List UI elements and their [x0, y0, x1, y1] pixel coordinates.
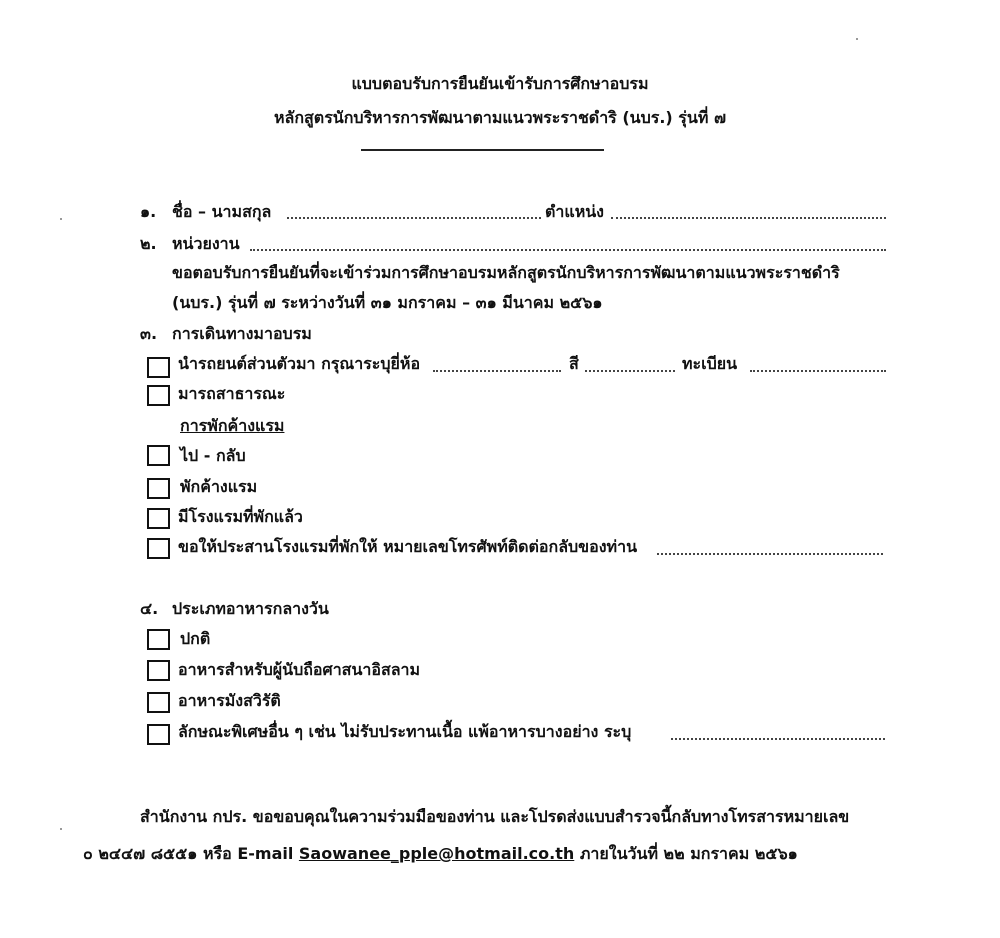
roundtrip-label: ไป - กลับ [180, 446, 246, 465]
footer-contact-line [83, 843, 798, 865]
travel-title: การเดินทางมาอบรม [172, 324, 312, 343]
position-label: ตำแหน่ง [545, 202, 604, 221]
lodging-title: การพักค้างแรม [180, 416, 285, 435]
title-divider [361, 149, 604, 151]
car-plate-label: ทะเบียน [682, 354, 738, 373]
position-field[interactable] [611, 217, 886, 219]
lunch-halal-checkbox[interactable] [147, 660, 170, 681]
lunch-vegetarian-checkbox[interactable] [147, 692, 170, 713]
scan-speck [856, 38, 858, 40]
overnight-label: พักค้างแรม [180, 477, 258, 496]
scan-speck [60, 828, 62, 830]
deadline-text: ภายในวันที่ ๒๒ มกราคม ๒๕๖๑ [579, 844, 798, 863]
lunch-special-label: ลักษณะพิเศษอื่น ๆ เช่น ไม่รับประทานเนื้อ แพ้อาหารบางอย่าง ระบุ [178, 722, 632, 741]
car-brand-field[interactable] [433, 370, 561, 372]
public-transport-checkbox[interactable] [147, 385, 170, 406]
course-title: หลักสูตรนักบริหารการพัฒนาตามแนวพระราชดำริ (นบร.) รุ่นที่ ๗ [274, 108, 726, 127]
section-1-number: ๑. [140, 202, 157, 221]
car-color-field[interactable] [585, 370, 675, 372]
footer-thanks-text: สำนักงาน กปร. ขอขอบคุณในความร่วมมือของท่าน และโปรดส่งแบบสำรวจนี้กลับทางโทรสารหมายเลข [140, 807, 850, 826]
lunch-special-checkbox[interactable] [147, 724, 170, 745]
private-car-checkbox[interactable] [147, 357, 170, 378]
lunch-normal-checkbox[interactable] [147, 629, 170, 650]
contact-phone-field[interactable] [657, 553, 883, 555]
arrange-hotel-label: ขอให้ประสานโรงแรมที่พักให้ หมายเลขโทรศัพท์ติดต่อกลับของท่าน [178, 537, 638, 556]
name-label: ชื่อ – นามสกุล [172, 202, 272, 221]
overnight-checkbox[interactable] [147, 478, 170, 499]
name-field[interactable] [287, 217, 541, 219]
private-car-label: นำรถยนต์ส่วนตัวมา กรุณาระบุยี่ห้อ [178, 354, 421, 373]
lunch-normal-label: ปกติ [180, 629, 211, 648]
has-hotel-label: มีโรงแรมที่พักแล้ว [178, 507, 303, 526]
fax-number: ๐ ๒๔๔๗ ๘๕๕๑ [83, 844, 198, 863]
section-2-number: ๒. [140, 234, 157, 253]
section-3-number: ๓. [140, 324, 158, 343]
section-4-number: ๔. [140, 599, 159, 618]
scan-speck [60, 218, 62, 220]
confirm-text-line-2: (นบร.) รุ่นที่ ๗ ระหว่างวันที่ ๓๑ มกราคม – ๓๑ มีนาคม ๒๕๖๑ [172, 293, 603, 312]
or-email-label: หรือ E-mail [203, 844, 294, 863]
email-link[interactable]: Saowanee_pple@hotmail.co.th [298, 844, 575, 863]
public-transport-label: มารถสาธารณะ [178, 384, 286, 403]
lunch-vegetarian-label: อาหารมังสวิรัติ [178, 691, 281, 710]
confirm-text-line-1: ขอตอบรับการยืนยันที่จะเข้าร่วมการศึกษาอบรมหลักสูตรนักบริหารการพัฒนาตามแนวพระราชดำริ [172, 263, 840, 282]
roundtrip-checkbox[interactable] [147, 445, 170, 466]
special-diet-field[interactable] [671, 738, 885, 740]
lunch-title: ประเภทอาหารกลางวัน [172, 599, 329, 618]
car-color-label: สี [569, 354, 579, 373]
has-hotel-checkbox[interactable] [147, 508, 170, 529]
car-plate-field[interactable] [750, 370, 886, 372]
agency-field[interactable] [250, 249, 886, 251]
lunch-halal-label: อาหารสำหรับผู้นับถือศาสนาอิสลาม [178, 660, 421, 679]
agency-label: หน่วยงาน [172, 234, 240, 253]
arrange-hotel-checkbox[interactable] [147, 538, 170, 559]
form-title: แบบตอบรับการยืนยันเข้ารับการศึกษาอบรม [351, 74, 649, 93]
